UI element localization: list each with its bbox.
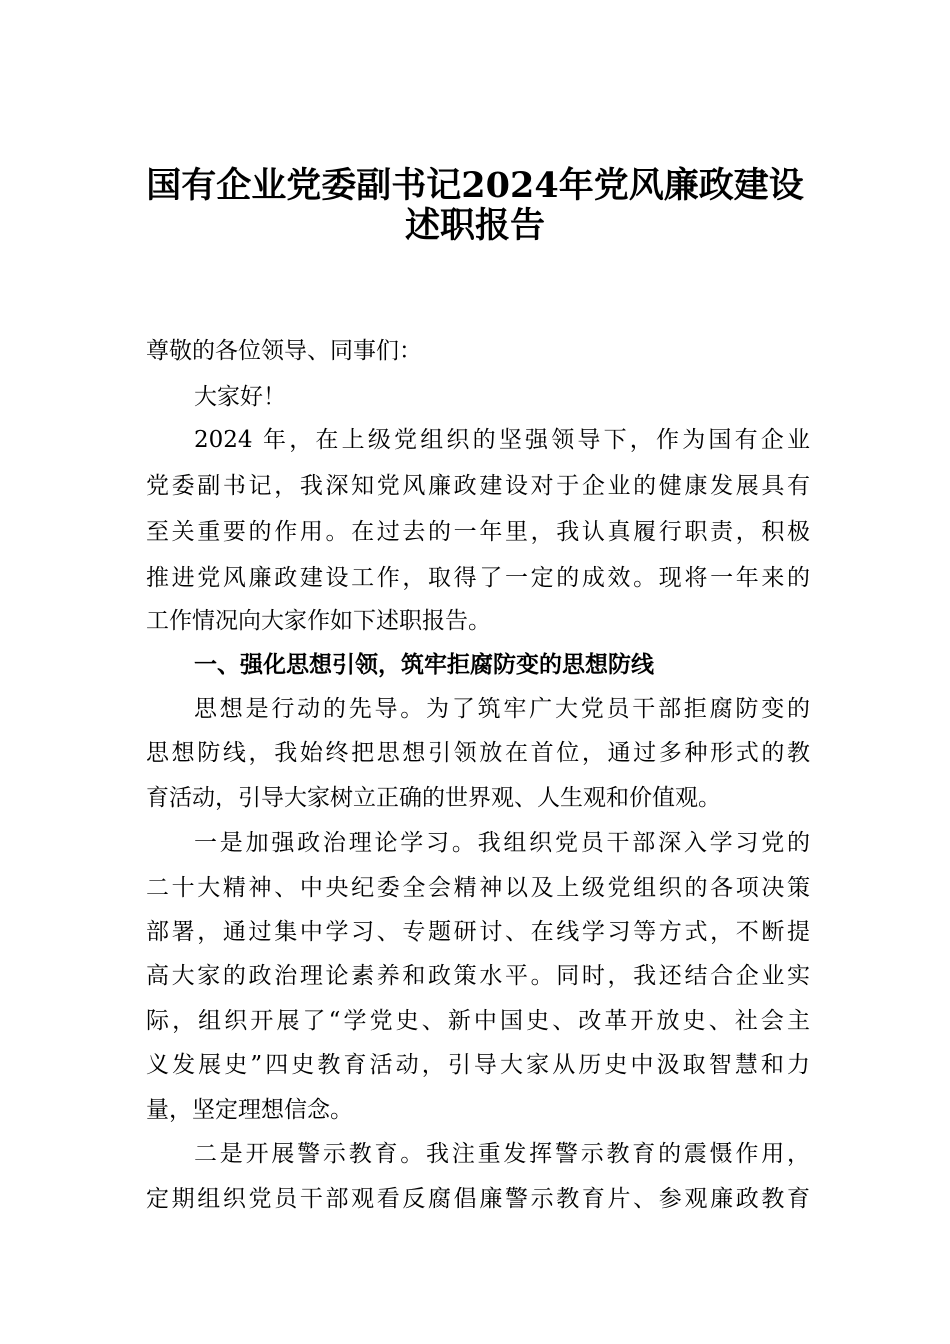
section-1-heading: 一、强化思想引领，筑牢拒腐防变的思想防线 [194, 652, 654, 678]
document-title-line-1: 国有企业党委副书记2024年党风廉政建设 [146, 165, 804, 206]
section-1-paragraph-line: 思想是行动的先导。为了筑牢广大党员干部拒腐防变的 [194, 696, 810, 722]
intro-line: 2024 年，在上级党组织的坚强领导下，作为国有企业 [194, 427, 810, 453]
point-1-line: 义发展史”四史教育活动，引导大家从历史中汲取智慧和力 [146, 1052, 810, 1078]
point-1-line: 二十大精神、中央纪委全会精神以及上级党组织的各项决策 [146, 875, 810, 901]
point-1-line: 量，坚定理想信念。 [146, 1097, 353, 1123]
point-1-line: 部署，通过集中学习、专题研讨、在线学习等方式，不断提 [146, 919, 810, 945]
intro-line: 党委副书记，我深知党风廉政建设对于企业的健康发展具有 [146, 473, 810, 499]
point-2-line: 二是开展警示教育。我注重发挥警示教育的震慑作用， [194, 1141, 810, 1167]
greeting: 大家好！ [194, 384, 286, 410]
intro-line: 工作情况向大家作如下述职报告。 [146, 608, 491, 634]
point-1-line: 一是加强政治理论学习。我组织党员干部深入学习党的 [194, 830, 810, 856]
salutation: 尊敬的各位领导、同事们： [146, 338, 422, 364]
section-1-paragraph-line: 思想防线，我始终把思想引领放在首位，通过多种形式的教 [146, 740, 810, 766]
intro-line: 至关重要的作用。在过去的一年里，我认真履行职责，积极 [146, 519, 810, 545]
point-1-line: 际，组织开展了“学党史、新中国史、改革开放史、社会主 [146, 1008, 810, 1034]
document-title-line-2: 述职报告 [404, 205, 545, 246]
intro-line: 推进党风廉政建设工作，取得了一定的成效。现将一年来的 [146, 565, 810, 591]
section-1-paragraph-line: 育活动，引导大家树立正确的世界观、人生观和价值观。 [146, 785, 721, 811]
point-2-line: 定期组织党员干部观看反腐倡廉警示教育片、参观廉政教育 [146, 1186, 810, 1212]
point-1-line: 高大家的政治理论素养和政策水平。同时，我还结合企业实 [146, 963, 810, 989]
